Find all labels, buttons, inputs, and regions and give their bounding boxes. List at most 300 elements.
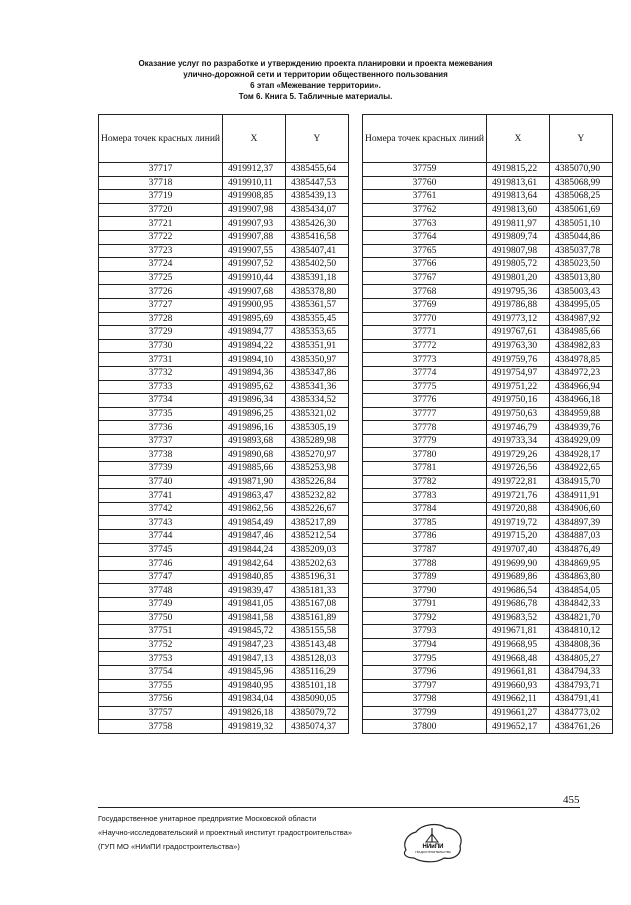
x-coordinate-cell: 4919863,47 [222, 489, 285, 503]
table-row [363, 584, 613, 598]
point-number-cell: 37752 [99, 638, 223, 652]
x-coordinate-cell: 4919847,13 [222, 652, 285, 666]
document-footer [98, 812, 352, 854]
point-number-cell: 37731 [99, 353, 223, 367]
y-coordinate-cell: 4384805,27 [549, 652, 612, 666]
y-coordinate-cell: 4384791,41 [549, 693, 612, 707]
table-row [363, 326, 613, 340]
table-row [363, 339, 613, 353]
x-coordinate-cell: 4919668,95 [486, 638, 549, 652]
point-number-cell: 37800 [363, 720, 487, 734]
point-number-cell: 37798 [363, 693, 487, 707]
table-row [363, 706, 613, 720]
y-coordinate-cell: 4384863,80 [549, 570, 612, 584]
table-row [99, 665, 349, 679]
table-row [99, 652, 349, 666]
y-coordinate-cell: 4385074,37 [285, 720, 348, 734]
table-row [363, 285, 613, 299]
table-row [363, 230, 613, 244]
table-row [99, 217, 349, 231]
point-number-cell: 37784 [363, 502, 487, 516]
x-coordinate-cell: 4919895,69 [222, 312, 285, 326]
table-row [363, 394, 613, 408]
y-coordinate-cell: 4384793,71 [549, 679, 612, 693]
table-row [99, 693, 349, 707]
y-coordinate-cell: 4385023,50 [549, 258, 612, 272]
table-row [99, 611, 349, 625]
y-coordinate-cell: 4385212,54 [285, 530, 348, 544]
table-row [99, 312, 349, 326]
y-coordinate-cell: 4385209,03 [285, 543, 348, 557]
point-number-cell: 37719 [99, 190, 223, 204]
x-coordinate-cell: 4919661,81 [486, 665, 549, 679]
y-coordinate-cell: 4384911,91 [549, 489, 612, 503]
point-number-cell: 37729 [99, 326, 223, 340]
x-coordinate-cell: 4919652,17 [486, 720, 549, 734]
column-header-x: X [486, 115, 549, 163]
y-coordinate-cell: 4384842,33 [549, 598, 612, 612]
y-coordinate-cell: 4385321,02 [285, 407, 348, 421]
table-row [363, 190, 613, 204]
table-row [363, 516, 613, 530]
table-row [99, 230, 349, 244]
point-number-cell: 37772 [363, 339, 487, 353]
y-coordinate-cell: 4384854,05 [549, 584, 612, 598]
x-coordinate-cell: 4919689,86 [486, 570, 549, 584]
point-number-cell: 37738 [99, 448, 223, 462]
point-number-cell: 37769 [363, 298, 487, 312]
table-row [363, 679, 613, 693]
y-coordinate-cell: 4384808,36 [549, 638, 612, 652]
x-coordinate-cell: 4919809,74 [486, 230, 549, 244]
y-coordinate-cell: 4385391,18 [285, 271, 348, 285]
table-row [99, 516, 349, 530]
point-number-cell: 37739 [99, 462, 223, 476]
point-number-cell: 37770 [363, 312, 487, 326]
x-coordinate-cell: 4919895,62 [222, 380, 285, 394]
y-coordinate-cell: 4385305,19 [285, 421, 348, 435]
table-row [99, 407, 349, 421]
x-coordinate-cell: 4919862,56 [222, 502, 285, 516]
table-row [99, 598, 349, 612]
y-coordinate-cell: 4384821,70 [549, 611, 612, 625]
header-line-1: Оказание услуг по разработке и утверждению проекта планировки и проекта межевания [138, 59, 493, 68]
y-coordinate-cell: 4385051,10 [549, 217, 612, 231]
point-number-cell: 37755 [99, 679, 223, 693]
column-header-point-number: Номера точек красных линий [99, 115, 223, 163]
point-number-cell: 37779 [363, 434, 487, 448]
y-coordinate-cell: 4385079,72 [285, 706, 348, 720]
x-coordinate-cell: 4919845,96 [222, 665, 285, 679]
point-number-cell: 37726 [99, 285, 223, 299]
y-coordinate-cell: 4385402,50 [285, 258, 348, 272]
column-header-y: Y [549, 115, 612, 163]
point-number-cell: 37789 [363, 570, 487, 584]
table-row [363, 380, 613, 394]
x-coordinate-cell: 4919754,97 [486, 366, 549, 380]
table-row [99, 489, 349, 503]
x-coordinate-cell: 4919751,22 [486, 380, 549, 394]
point-number-cell: 37761 [363, 190, 487, 204]
x-coordinate-cell: 4919844,24 [222, 543, 285, 557]
y-coordinate-cell: 4385044,86 [549, 230, 612, 244]
x-coordinate-cell: 4919912,37 [222, 163, 285, 177]
y-coordinate-cell: 4385101,18 [285, 679, 348, 693]
y-coordinate-cell: 4385070,90 [549, 163, 612, 177]
point-number-cell: 37750 [99, 611, 223, 625]
table-row [363, 502, 613, 516]
y-coordinate-cell: 4384939,76 [549, 421, 612, 435]
y-coordinate-cell: 4384966,18 [549, 394, 612, 408]
y-coordinate-cell: 4385353,65 [285, 326, 348, 340]
x-coordinate-cell: 4919890,68 [222, 448, 285, 462]
column-header-y: Y [285, 115, 348, 163]
y-coordinate-cell: 4385003,43 [549, 285, 612, 299]
point-number-cell: 37785 [363, 516, 487, 530]
point-number-cell: 37774 [363, 366, 487, 380]
table-row [99, 394, 349, 408]
point-number-cell: 37753 [99, 652, 223, 666]
x-coordinate-cell: 4919750,16 [486, 394, 549, 408]
x-coordinate-cell: 4919662,11 [486, 693, 549, 707]
x-coordinate-cell: 4919661,27 [486, 706, 549, 720]
table-row [99, 679, 349, 693]
x-coordinate-cell: 4919896,25 [222, 407, 285, 421]
table-row [363, 298, 613, 312]
point-number-cell: 37747 [99, 570, 223, 584]
footer-line-2: «Научно-исследовательский и проектный институт градостроительства» [98, 828, 352, 837]
y-coordinate-cell: 4384773,02 [549, 706, 612, 720]
table-row [99, 176, 349, 190]
table-row [363, 570, 613, 584]
point-number-cell: 37797 [363, 679, 487, 693]
table-body-left [99, 163, 349, 734]
y-coordinate-cell: 4385447,53 [285, 176, 348, 190]
column-header-point-number: Номера точек красных линий [363, 115, 487, 163]
table-row [99, 720, 349, 734]
y-coordinate-cell: 4385226,84 [285, 475, 348, 489]
y-coordinate-cell: 4385341,36 [285, 380, 348, 394]
x-coordinate-cell: 4919826,18 [222, 706, 285, 720]
table-row [99, 285, 349, 299]
table-row [99, 625, 349, 639]
table-header-row [363, 115, 613, 163]
point-number-cell: 37788 [363, 557, 487, 571]
table-row [99, 543, 349, 557]
table-row [363, 638, 613, 652]
point-number-cell: 37742 [99, 502, 223, 516]
table-row [363, 176, 613, 190]
x-coordinate-cell: 4919805,72 [486, 258, 549, 272]
point-number-cell: 37757 [99, 706, 223, 720]
header-line-4: Том 6. Книга 5. Табличные материалы. [238, 92, 393, 101]
column-header-x: X [222, 115, 285, 163]
x-coordinate-cell: 4919900,95 [222, 298, 285, 312]
table-row [99, 584, 349, 598]
table-row [99, 353, 349, 367]
x-coordinate-cell: 4919907,52 [222, 258, 285, 272]
table-row [99, 462, 349, 476]
footer-divider [98, 807, 580, 808]
point-number-cell: 37771 [363, 326, 487, 340]
y-coordinate-cell: 4384906,60 [549, 502, 612, 516]
x-coordinate-cell: 4919907,88 [222, 230, 285, 244]
y-coordinate-cell: 4385037,78 [549, 244, 612, 258]
y-coordinate-cell: 4385270,97 [285, 448, 348, 462]
x-coordinate-cell: 4919910,11 [222, 176, 285, 190]
point-number-cell: 37720 [99, 203, 223, 217]
table-row [99, 244, 349, 258]
table-row [99, 530, 349, 544]
y-coordinate-cell: 4384982,83 [549, 339, 612, 353]
y-coordinate-cell: 4385426,30 [285, 217, 348, 231]
point-number-cell: 37762 [363, 203, 487, 217]
x-coordinate-cell: 4919854,49 [222, 516, 285, 530]
point-number-cell: 37727 [99, 298, 223, 312]
point-number-cell: 37791 [363, 598, 487, 612]
point-number-cell: 37737 [99, 434, 223, 448]
point-number-cell: 37777 [363, 407, 487, 421]
x-coordinate-cell: 4919719,72 [486, 516, 549, 530]
table-row [99, 298, 349, 312]
y-coordinate-cell: 4385434,07 [285, 203, 348, 217]
table-row [363, 720, 613, 734]
table-row [363, 353, 613, 367]
point-number-cell: 37763 [363, 217, 487, 231]
x-coordinate-cell: 4919759,76 [486, 353, 549, 367]
y-coordinate-cell: 4385289,98 [285, 434, 348, 448]
page-number: 455 [563, 794, 580, 806]
y-coordinate-cell: 4385068,99 [549, 176, 612, 190]
point-number-cell: 37730 [99, 339, 223, 353]
y-coordinate-cell: 4384928,17 [549, 448, 612, 462]
table-header-row [99, 115, 349, 163]
point-number-cell: 37718 [99, 176, 223, 190]
point-number-cell: 37741 [99, 489, 223, 503]
x-coordinate-cell: 4919896,16 [222, 421, 285, 435]
x-coordinate-cell: 4919786,88 [486, 298, 549, 312]
x-coordinate-cell: 4919871,90 [222, 475, 285, 489]
table-row [363, 258, 613, 272]
logo-text-2: ГРАДОСТРОИТЕЛЬСТВА [415, 850, 451, 854]
y-coordinate-cell: 4384985,66 [549, 326, 612, 340]
point-number-cell: 37792 [363, 611, 487, 625]
point-number-cell: 37749 [99, 598, 223, 612]
y-coordinate-cell: 4384922,65 [549, 462, 612, 476]
x-coordinate-cell: 4919729,26 [486, 448, 549, 462]
x-coordinate-cell: 4919750,63 [486, 407, 549, 421]
point-number-cell: 37787 [363, 543, 487, 557]
y-coordinate-cell: 4384887,03 [549, 530, 612, 544]
y-coordinate-cell: 4385439,13 [285, 190, 348, 204]
table-row [99, 326, 349, 340]
table-row [99, 190, 349, 204]
table-row [363, 625, 613, 639]
x-coordinate-cell: 4919908,85 [222, 190, 285, 204]
x-coordinate-cell: 4919767,61 [486, 326, 549, 340]
point-number-cell: 37736 [99, 421, 223, 435]
y-coordinate-cell: 4385181,33 [285, 584, 348, 598]
table-row [99, 380, 349, 394]
coordinates-table-right [362, 114, 613, 734]
point-number-cell: 37722 [99, 230, 223, 244]
x-coordinate-cell: 4919763,30 [486, 339, 549, 353]
point-number-cell: 37778 [363, 421, 487, 435]
y-coordinate-cell: 4385090,05 [285, 693, 348, 707]
x-coordinate-cell: 4919907,93 [222, 217, 285, 231]
x-coordinate-cell: 4919815,22 [486, 163, 549, 177]
footer-line-3: (ГУП МО «НИиПИ градостроительства») [98, 842, 240, 851]
point-number-cell: 37783 [363, 489, 487, 503]
y-coordinate-cell: 4385217,89 [285, 516, 348, 530]
y-coordinate-cell: 4385416,58 [285, 230, 348, 244]
y-coordinate-cell: 4385226,67 [285, 502, 348, 516]
x-coordinate-cell: 4919834,04 [222, 693, 285, 707]
y-coordinate-cell: 4385351,91 [285, 339, 348, 353]
y-coordinate-cell: 4385334,52 [285, 394, 348, 408]
x-coordinate-cell: 4919894,22 [222, 339, 285, 353]
point-number-cell: 37745 [99, 543, 223, 557]
y-coordinate-cell: 4385355,45 [285, 312, 348, 326]
table-row [363, 543, 613, 557]
table-row [363, 217, 613, 231]
x-coordinate-cell: 4919896,34 [222, 394, 285, 408]
y-coordinate-cell: 4385116,29 [285, 665, 348, 679]
x-coordinate-cell: 4919819,32 [222, 720, 285, 734]
table-row [363, 611, 613, 625]
x-coordinate-cell: 4919707,40 [486, 543, 549, 557]
table-row [363, 598, 613, 612]
x-coordinate-cell: 4919842,64 [222, 557, 285, 571]
x-coordinate-cell: 4919795,36 [486, 285, 549, 299]
y-coordinate-cell: 4384966,94 [549, 380, 612, 394]
point-number-cell: 37724 [99, 258, 223, 272]
point-number-cell: 37760 [363, 176, 487, 190]
table-row [99, 421, 349, 435]
point-number-cell: 37794 [363, 638, 487, 652]
x-coordinate-cell: 4919722,81 [486, 475, 549, 489]
header-line-3: 6 этап «Межевание территории». [250, 81, 381, 90]
y-coordinate-cell: 4385455,64 [285, 163, 348, 177]
table-row [363, 530, 613, 544]
x-coordinate-cell: 4919801,20 [486, 271, 549, 285]
point-number-cell: 37776 [363, 394, 487, 408]
point-number-cell: 37746 [99, 557, 223, 571]
y-coordinate-cell: 4385202,63 [285, 557, 348, 571]
table-row [99, 434, 349, 448]
table-row [363, 271, 613, 285]
x-coordinate-cell: 4919813,61 [486, 176, 549, 190]
y-coordinate-cell: 4385068,25 [549, 190, 612, 204]
table-row [99, 366, 349, 380]
point-number-cell: 37786 [363, 530, 487, 544]
x-coordinate-cell: 4919683,52 [486, 611, 549, 625]
point-number-cell: 37723 [99, 244, 223, 258]
y-coordinate-cell: 4384978,85 [549, 353, 612, 367]
x-coordinate-cell: 4919720,88 [486, 502, 549, 516]
point-number-cell: 37758 [99, 720, 223, 734]
y-coordinate-cell: 4384987,92 [549, 312, 612, 326]
y-coordinate-cell: 4385347,86 [285, 366, 348, 380]
x-coordinate-cell: 4919840,95 [222, 679, 285, 693]
y-coordinate-cell: 4384869,95 [549, 557, 612, 571]
document-header [0, 58, 631, 102]
table-row [99, 557, 349, 571]
point-number-cell: 37751 [99, 625, 223, 639]
x-coordinate-cell: 4919811,97 [486, 217, 549, 231]
table-body-right [363, 163, 613, 734]
x-coordinate-cell: 4919726,56 [486, 462, 549, 476]
y-coordinate-cell: 4384915,70 [549, 475, 612, 489]
point-number-cell: 37773 [363, 353, 487, 367]
table-row [99, 638, 349, 652]
y-coordinate-cell: 4385253,98 [285, 462, 348, 476]
point-number-cell: 37717 [99, 163, 223, 177]
y-coordinate-cell: 4385013,80 [549, 271, 612, 285]
y-coordinate-cell: 4384761,26 [549, 720, 612, 734]
table-row [363, 693, 613, 707]
coordinates-table-left [98, 114, 349, 734]
y-coordinate-cell: 4384897,39 [549, 516, 612, 530]
table-row [363, 462, 613, 476]
y-coordinate-cell: 4384810,12 [549, 625, 612, 639]
point-number-cell: 37759 [363, 163, 487, 177]
y-coordinate-cell: 4384995,05 [549, 298, 612, 312]
table-row [99, 502, 349, 516]
point-number-cell: 37796 [363, 665, 487, 679]
x-coordinate-cell: 4919813,64 [486, 190, 549, 204]
x-coordinate-cell: 4919894,36 [222, 366, 285, 380]
point-number-cell: 37780 [363, 448, 487, 462]
table-row [99, 163, 349, 177]
table-row [99, 271, 349, 285]
point-number-cell: 37735 [99, 407, 223, 421]
y-coordinate-cell: 4384794,33 [549, 665, 612, 679]
y-coordinate-cell: 4385061,69 [549, 203, 612, 217]
table-row [363, 665, 613, 679]
x-coordinate-cell: 4919733,34 [486, 434, 549, 448]
x-coordinate-cell: 4919715,20 [486, 530, 549, 544]
x-coordinate-cell: 4919894,10 [222, 353, 285, 367]
table-row [363, 203, 613, 217]
point-number-cell: 37799 [363, 706, 487, 720]
table-row [363, 652, 613, 666]
point-number-cell: 37728 [99, 312, 223, 326]
y-coordinate-cell: 4385350,97 [285, 353, 348, 367]
x-coordinate-cell: 4919840,85 [222, 570, 285, 584]
table-row [99, 258, 349, 272]
table-row [363, 448, 613, 462]
y-coordinate-cell: 4384959,88 [549, 407, 612, 421]
point-number-cell: 37732 [99, 366, 223, 380]
table-row [99, 475, 349, 489]
x-coordinate-cell: 4919746,79 [486, 421, 549, 435]
x-coordinate-cell: 4919885,66 [222, 462, 285, 476]
point-number-cell: 37767 [363, 271, 487, 285]
x-coordinate-cell: 4919660,93 [486, 679, 549, 693]
point-number-cell: 37734 [99, 394, 223, 408]
point-number-cell: 37756 [99, 693, 223, 707]
table-row [99, 339, 349, 353]
logo-text-1: НИиПИ [422, 844, 444, 850]
footer-line-1: Государственное унитарное предприятие Московской области [98, 814, 317, 823]
x-coordinate-cell: 4919907,55 [222, 244, 285, 258]
x-coordinate-cell: 4919699,90 [486, 557, 549, 571]
x-coordinate-cell: 4919847,46 [222, 530, 285, 544]
y-coordinate-cell: 4384929,09 [549, 434, 612, 448]
x-coordinate-cell: 4919668,48 [486, 652, 549, 666]
table-row [99, 448, 349, 462]
